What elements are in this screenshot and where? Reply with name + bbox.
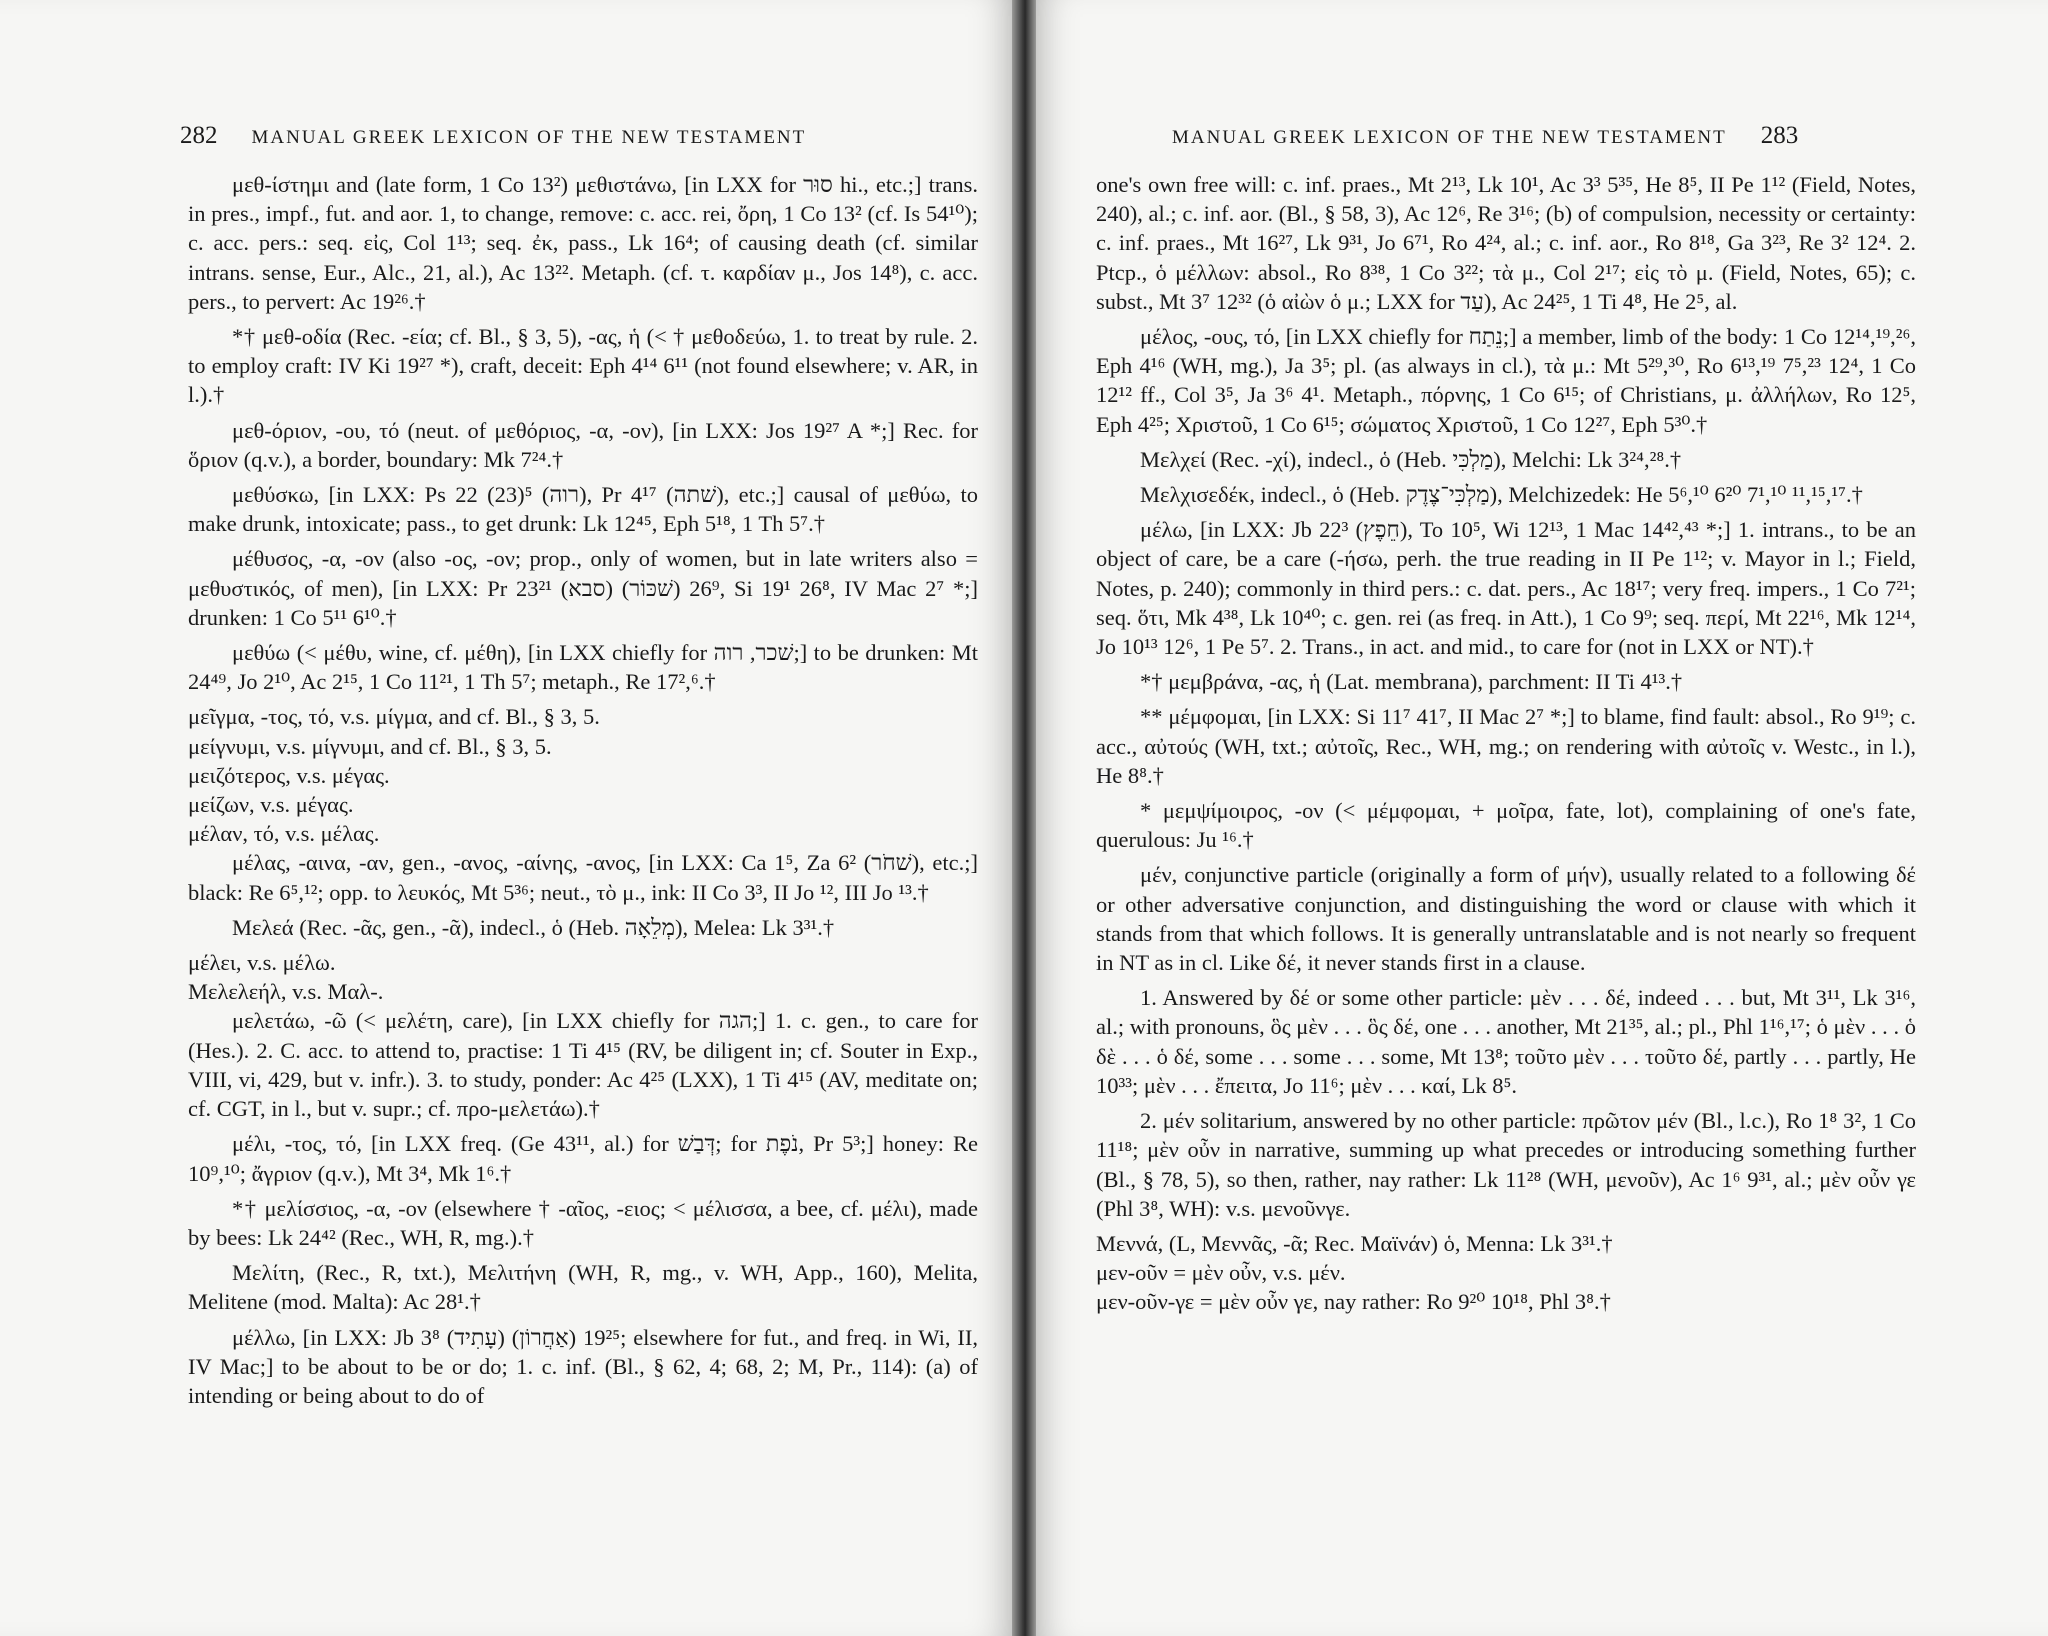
lexicon-entry-continuation: one's own free will: c. inf. praes., Mt 2¹³, Lk 10¹, Ac 3³ 5³⁵, He 8⁵, II Pe 1¹² (Field, Notes, 240), al.; c. inf. aor. (Bl., § 58, 3), Ac 12⁶, Re 3¹⁶; (b) of compulsion, necessity or certainty: c. inf. praes., Mt 16²⁷, Lk 9³¹, Jo 6⁷¹, Ro 4²⁴, al.; c. inf. aor., Ro 8¹⁸, Ga 3²³, Re 3² 12⁴. 2. Ptcp., ὁ μέλλων: absol., Ro 8³⁸, 1 Co 3²²; τὰ μ., Col 2¹⁷; εἰς τὸ μ. (Field, Notes, 65); c. subst., Mt 3⁷ 12³² (ὁ αἰὼν ὁ μ.; LXX for עַד), Ac 24²⁵, 1 Ti 4⁸, He 2⁵, al. xyxy=(1096,172,1916,314)
lexicon-entry: μεν-οῦν = μὲν οὖν, v.s. μέν. xyxy=(1096,1260,1346,1286)
lexicon-entry: Μελελεήλ, v.s. Μαλ-. xyxy=(188,979,384,1005)
left-page-body xyxy=(188,170,978,1416)
left-running-head xyxy=(180,122,806,150)
lexicon-entry: μεῖγμα, -τος, τό, v.s. μίγμα, and cf. Bl., § 3, 5. xyxy=(188,704,600,730)
right-head-title: MANUAL GREEK LEXICON OF THE NEW TESTAMENT xyxy=(1172,127,1727,148)
right-page-body xyxy=(1096,170,1916,1317)
lexicon-entry: *† μελίσσιος, -α, -ον (elsewhere † -αῖος, -ειος; < μέλισσα, a bee, cf. μέλι), made by bees: Lk 24⁴² (Rec., WH, R, mg.).† xyxy=(188,1195,978,1250)
lexicon-entry: μέλλω, [in LXX: Jb 3⁸ (עָתִיד) 19²⁵ (אַחֲרוֹן); elsewhere for fut., and freq. in Wi, II, IV Mac;] to be about to be or do; 1. c. inf. (Bl., § 62, 4; 68, 2; M, Pr., 114): (a) of intending or being about to do of xyxy=(188,1324,978,1408)
lexicon-entry: μέλει, v.s. μέλω. xyxy=(188,950,336,976)
lexicon-entry: μέλαν, τό, v.s. μέλας. xyxy=(188,821,380,847)
left-head-title: MANUAL GREEK LEXICON OF THE NEW TESTAMENT xyxy=(251,127,807,148)
right-page-number: 283 xyxy=(1760,122,1799,149)
lexicon-entry: μεθ-ίστημι and (late form, 1 Co 13²) μεθιστάνω, [in LXX for סוּר hi., etc.;] trans. in pres., impf., fut. and aor. 1, to change, remove: c. acc. rei, ὄρη, 1 Co 13² (cf. Is 54¹⁰); c. acc. pers.: seq. εἰς, Col 1¹³; seq. ἐκ, pass., Lk 16⁴; of causing death (cf. similar intrans. sense, Eur., Alc., 21, al.), Ac 13²². Metaph. (cf. τ. καρδίαν μ., Jos 14⁸), c. acc. pers., to pervert: Ac 19²⁶.† xyxy=(188,172,978,314)
lexicon-entry: μεθ-όριον, -ου, τό (neut. of μεθόριος, -α, -ον), [in LXX: Jos 19²⁷ A *;] Rec. for ὅριον (q.v.), a border, boundary: Mk 7²⁴.† xyxy=(188,417,978,472)
lexicon-entry: 2. μέν solitarium, answered by no other particle: πρῶτον μέν (Bl., l.c.), Ro 1⁸ 3², 1 Co 11¹⁸; μὲν οὖν in narrative, summing up what precedes or introducing something further (Bl., § 78, 5), so then, rather, nay rather: Lk 11²⁸ (WH, μενοῦν), Ac 1⁶ 9³¹, al.; μὲν οὖν γε (Phl 3⁸, WH): v.s. μενοῦνγε. xyxy=(1096,1108,1916,1221)
lexicon-entry: μέθυσος, -α, -ον (also -ος, -ον; prop., only of women, but in late writers also = μεθυστικός, of men), [in LXX: Pr 23²¹ (סבא) 26⁹ (שׁכּוֹר), Si 19¹ 26⁸, IV Mac 2⁷ *;] drunken: 1 Co 5¹¹ 6¹⁰.† xyxy=(188,546,978,630)
lexicon-entry: μέλας, -αινα, -αν, gen., -ανος, -αίνης, -ανος, [in LXX: Ca 1⁵, Za 6² (שׁחֹר), etc.;] black: Re 6⁵,¹²; opp. to λευκός, Mt 5³⁶; neut., τὸ μ., ink: II Co 3³, II Jo ¹², III Jo ¹³.† xyxy=(188,850,979,905)
lexicon-entry: Μελχισεδέκ, indecl., ὁ (Heb. מַלְכִּי־צֶדֶק), Melchizedek: He 5⁶,¹⁰ 6²⁰ 7¹,¹⁰ ¹¹,¹⁵,¹⁷.† xyxy=(1140,482,1863,508)
lexicon-entry: * μεμψίμοιρος, -ον (< μέμφομαι, + μοῖρα, fate, lot), complaining of one's fate, querulous: Ju ¹⁶.† xyxy=(1096,798,1916,853)
lexicon-entry: Μεννά, (L, Μεννᾶς, -ᾶ; Rec. Μαϊνάν) ὁ, Menna: Lk 3³¹.† xyxy=(1096,1230,1613,1256)
lexicon-entry: μέν, conjunctive particle (originally a form of μήν), usually related to a following δέ or other adversative conjunction, and distinguishing the word or clause with which it stands from that which follows. It is generally untranslatable and is not nearly so frequent in NT as in cl. Like δέ, it never stands first in a clause. xyxy=(1096,862,1916,976)
lexicon-entry: 1. Answered by δέ or some other particle: μὲν . . . δέ, indeed . . . but, Mt 3¹¹, Lk 3¹⁶, al.; with pronouns, ὃς μὲν . . . ὃς δέ, one . . . another, Mt 21³⁵, al.; pl., Phl 1¹⁶,¹⁷; ὁ μὲν . . . ὁ δὲ . . . ὁ δέ, some . . . some . . . some, Mt 13⁸; τοῦτο μὲν . . . τοῦτο δέ, partly . . . partly, He 10³³; μὲν . . . ἔπειτα, Jo 11⁶; μὲν . . . καί, Lk 8⁵. xyxy=(1096,985,1916,1098)
lexicon-entry: Μελίτη, (Rec., R, txt.), Μελιτήνη (WH, R, mg., v. WH, App., 160), Melita, Melitene (mod. Malta): Ac 28¹.† xyxy=(188,1260,978,1315)
lexicon-entry: μειζότερος, v.s. μέγας. xyxy=(188,762,390,788)
lexicon-entry: μεθύσκω, [in LXX: Ps 22 (23)⁵ (רוה), Pr 4¹⁷ (שׁתה), etc.;] causal of μεθύω, to make drunk, intoxicate; pass., to get drunk: Lk 12⁴⁵, Eph 5¹⁸, 1 Th 5⁷.† xyxy=(188,482,978,537)
lexicon-entry: μέλος, -ους, τό, [in LXX chiefly for נֵתַח;] a member, limb of the body: 1 Co 12¹⁴,¹⁹,²⁶, Eph 4¹⁶ (WH, mg.), Ja 3⁵; pl. (as always in cl.), τὰ μ.: Mt 5²⁹,³⁰, Ro 6¹³,¹⁹ 7⁵,²³ 12⁴, 1 Co 12¹² ff., Col 3⁵, Ja 3⁶ 4¹. Metaph., πόρνης, 1 Co 6¹⁵; of Christians, μ. ἀλλήλων, Ro 12⁵, Eph 4²⁵; Χριστοῦ, 1 Co 6¹⁵; σώματος Χριστοῦ, 1 Co 12²⁷, Eph 5³⁰.† xyxy=(1096,324,1917,437)
lexicon-entry: ** μέμφομαι, [in LXX: Si 11⁷ 41⁷, II Mac 2⁷ *;] to blame, find fault: absol., Ro 9¹⁹; c. acc., αὐτούς (WH, txt.; αὐτοῖς, Rec., WH, mg.; on rendering with αὐτοῖς v. Westc., in l.), He 8⁸.† xyxy=(1096,704,1916,788)
left-page-number: 282 xyxy=(180,122,218,149)
lexicon-entry: Μελεά (Rec. -ᾶς, gen., -ᾶ), indecl., ὁ (Heb. מְלֵאָה), Melea: Lk 3³¹.† xyxy=(232,914,835,940)
lexicon-entry: μέλω, [in LXX: Jb 22³ (חֵפֶץ), To 10⁵, Wi 12¹³, 1 Mac 14⁴²,⁴³ *;] 1. intrans., to be an object of care, be a care (-ήσω, perh. the true reading in II Pe 1¹²; v. Mayor in l.; Field, Notes, p. 240); commonly in third pers.: c. dat. pers., Ac 18¹⁷; very freq. impers., 1 Co 7²¹; seq. ὅτι, Mk 4³⁸, Lk 10⁴⁰; c. gen. rei (as freq. in Att.), 1 Co 9⁹; seq. περί, Mt 22¹⁶, Mk 12¹⁴, Jo 10¹³ 12⁶, 1 Pe 5⁷. 2. Trans., in act. and mid., to care for (not in LXX or NT).† xyxy=(1096,517,1917,660)
lexicon-entry: μείζων, v.s. μέγας. xyxy=(188,792,354,818)
lexicon-entry: μείγνυμι, v.s. μίγνυμι, and cf. Bl., § 3, 5. xyxy=(188,733,552,759)
lexicon-entry: μελετάω, -ῶ (< μελέτη, care), [in LXX chiefly for הגה;] 1. c. gen., to care for (Hes.). 2. C. acc. to attend to, practise: 1 Ti 4¹⁵ (RV, be diligent in; cf. Souter in Exp., VIII, vi, 429, but v. infr.). 3. to study, ponder: Ac 4²⁵ (LXX), 1 Ti 4¹⁵ (AV, meditate on; cf. CGT, in l., but v. supr.; cf. προ-μελετάω).† xyxy=(188,1008,978,1122)
lexicon-entry: μεν-οῦν-γε = μὲν οὖν γε, nay rather: Ro 9²⁰ 10¹⁸, Phl 3⁸.† xyxy=(1096,1289,1611,1315)
lexicon-entry: μεθύω (< μέθυ, wine, cf. μέθη), [in LXX chiefly for שׁכר, רוה;] to be drunken: Mt 24⁴⁹, Jo 2¹⁰, Ac 2¹⁵, 1 Co 11²¹, 1 Th 5⁷; metaph., Re 17²,⁶.† xyxy=(188,640,978,695)
left-page xyxy=(0,0,1012,1636)
right-page xyxy=(1036,0,2048,1636)
right-running-head xyxy=(1172,122,1798,150)
lexicon-entry: μέλι, -τος, τό, [in LXX freq. (Ge 43¹¹, al.) for דְּבַשׁ; for נֹפֶת, Pr 5³;] honey: Re 10⁹,¹⁰; ἄγριον (q.v.), Mt 3⁴, Mk 1⁶.† xyxy=(188,1131,978,1186)
book-gutter xyxy=(1012,0,1036,1636)
lexicon-entry: *† μεμβράνα, -ας, ἡ (Lat. membrana), parchment: II Ti 4¹³.† xyxy=(1140,669,1683,695)
lexicon-entry: Μελχεί (Rec. -χί), indecl., ὁ (Heb. מַלְכִּי), Melchi: Lk 3²⁴,²⁸.† xyxy=(1140,446,1682,472)
lexicon-entry: *† μεθ-οδία (Rec. -εία; cf. Bl., § 3, 5), -ας, ἡ (< † μεθοδεύω, 1. to treat by rule. 2. to employ craft: IV Ki 19²⁷ *), craft, deceit: Eph 4¹⁴ 6¹¹ (not found elsewhere; v. AR, in l.).† xyxy=(188,324,978,408)
